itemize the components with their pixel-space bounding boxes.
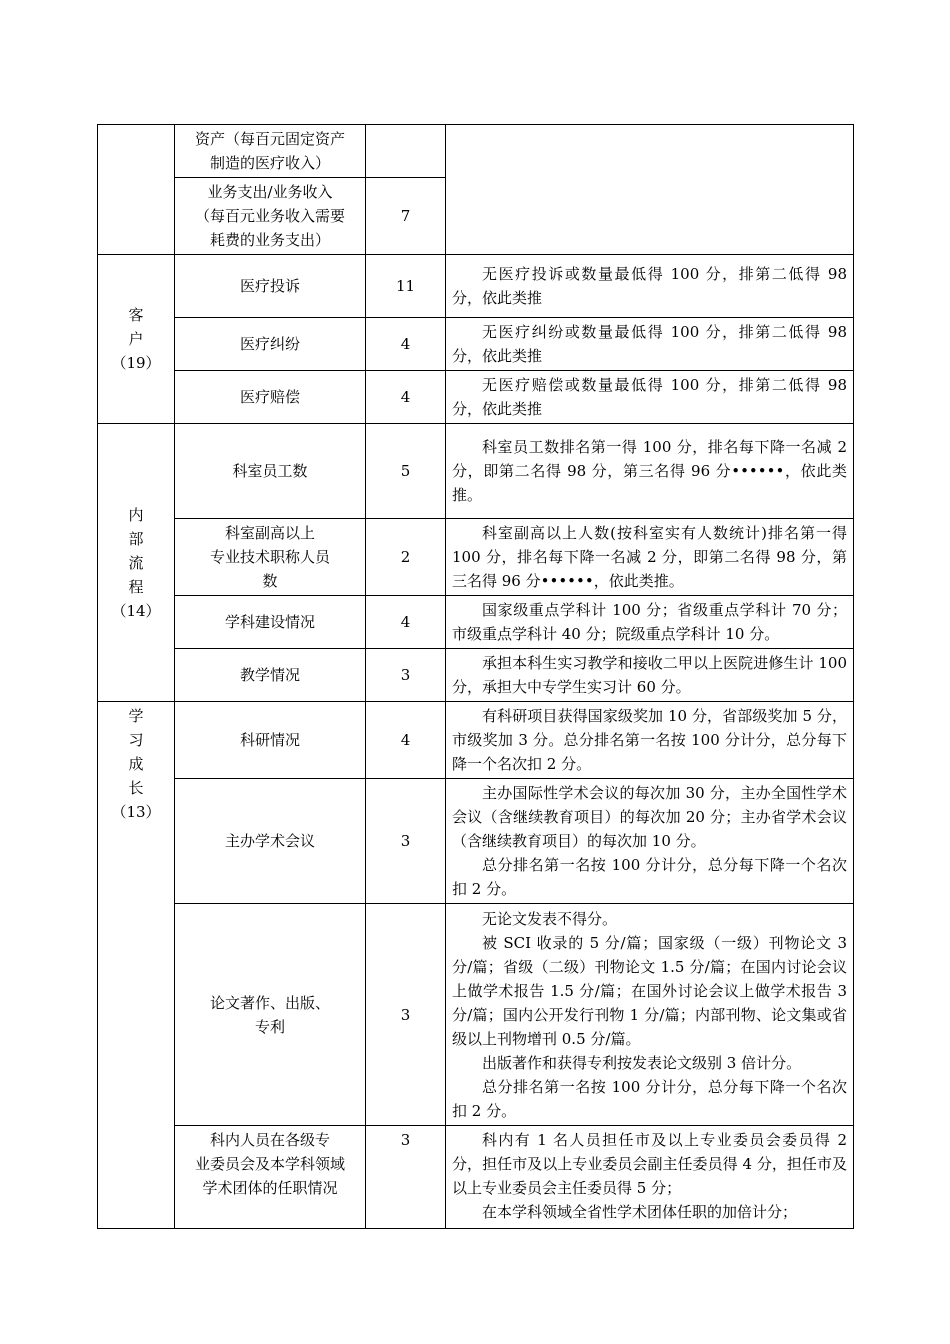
table-row	[98, 904, 854, 1126]
rule-cell: 科室副高以上人数(按科室实有人数统计)排名第一得 100 分，排名每下降一名减 2 分，即第二名得 98 分，第三名得 96 分••••••，依此类推。	[446, 519, 854, 596]
rule-cell: 国家级重点学科计 100 分；省级重点学科计 70 分；市级重点学科计 40 分；院级重点学科计 10 分。	[446, 596, 854, 649]
indicator-cell: 科室员工数	[175, 424, 366, 519]
rule-cell: 无医疗投诉或数量最低得 100 分，排第二低得 98 分，依此类推	[446, 255, 854, 318]
table-row	[98, 255, 854, 318]
table-row	[98, 702, 854, 779]
weight-cell: 3	[366, 779, 446, 904]
weight-cell: 5	[366, 424, 446, 519]
category-cell-customer: 客 户 （19）	[98, 255, 175, 424]
weight-cell	[366, 125, 446, 178]
weight-cell: 3	[366, 649, 446, 702]
weight-cell: 11	[366, 255, 446, 318]
indicator-cell: 论文著作、出版、 专利	[175, 904, 366, 1126]
table-row	[98, 596, 854, 649]
table-row	[98, 519, 854, 596]
indicator-cell: 业务支出/业务收入 （每百元业务收入需要 耗费的业务支出）	[175, 178, 366, 255]
indicator-cell: 教学情况	[175, 649, 366, 702]
rule-cell: 无医疗赔偿或数量最低得 100 分，排第二低得 98 分，依此类推	[446, 371, 854, 424]
rule-cell: 有科研项目获得国家级奖加 10 分，省部级奖加 5 分，市级奖加 3 分。总分排名第一名按 100 分计分，总分每下降一个名次扣 2 分。	[446, 702, 854, 779]
table-row	[98, 649, 854, 702]
indicator-cell: 医疗赔偿	[175, 371, 366, 424]
table-row	[98, 1126, 854, 1229]
weight-cell: 7	[366, 178, 446, 255]
table-row	[98, 318, 854, 371]
table-row	[98, 371, 854, 424]
table-row	[98, 779, 854, 904]
table-row	[98, 424, 854, 519]
indicator-cell: 科内人员在各级专 业委员会及本学科领域 学术团体的任职情况	[175, 1126, 366, 1229]
rule-cell: 主办国际性学术会议的每次加 30 分，主办全国性学术会议（含继续教育项目）的每次加 20 分；主办省学术会议（含继续教育项目）的每次加 10 分。 总分排名第一名按 100 分计分，总分每下降一个名次扣 2 分。	[446, 779, 854, 904]
rule-cell: 无论文发表不得分。 被 SCI 收录的 5 分/篇；国家级（一级）刊物论文 3 分/篇；省级（二级）刊物论文 1.5 分/篇；在国内讨论会议上做学术报告 1.5 分/篇；在国外讨论会议上做学术报告 3 分/篇；国内公开发行刊物 1 分/篇；内部刊物、论文集或省级以上刊物增刊 0.5 分/篇。 出版著作和获得专利按发表论文级别 3 倍计分。 总分排名第一名按 100 分计分，总分每下降一个名次扣 2 分。	[446, 904, 854, 1126]
weight-cell: 3	[366, 904, 446, 1126]
weight-cell: 2	[366, 519, 446, 596]
indicator-cell: 医疗纠纷	[175, 318, 366, 371]
category-cell-process: 内 部 流 程 （14）	[98, 424, 175, 702]
rule-cell: 科室员工数排名第一得 100 分，排名每下降一名减 2 分，即第二名得 98 分，第三名得 96 分••••••，依此类推。	[446, 424, 854, 519]
weight-cell: 4	[366, 371, 446, 424]
rule-cell: 科内有 1 名人员担任市及以上专业委员会委员得 2 分，担任市及以上专业委员会副主任委员得 4 分，担任市及以上专业委员会主任委员得 5 分； 在本学科领域全省性学术团体任职的加倍计分；	[446, 1126, 854, 1229]
rule-cell: 无医疗纠纷或数量最低得 100 分，排第二低得 98 分，依此类推	[446, 318, 854, 371]
table-row	[98, 125, 854, 178]
evaluation-table	[97, 124, 854, 1229]
rule-cell	[446, 125, 854, 255]
indicator-cell: 科研情况	[175, 702, 366, 779]
category-cell-learning: 学 习 成 长 （13）	[98, 702, 175, 1229]
category-cell-finance	[98, 125, 175, 255]
indicator-cell: 主办学术会议	[175, 779, 366, 904]
indicator-cell: 学科建设情况	[175, 596, 366, 649]
weight-cell: 4	[366, 596, 446, 649]
indicator-cell: 医疗投诉	[175, 255, 366, 318]
weight-cell: 4	[366, 318, 446, 371]
indicator-cell: 科室副高以上 专业技术职称人员 数	[175, 519, 366, 596]
rule-cell: 承担本科生实习教学和接收二甲以上医院进修生计 100 分，承担大中专学生实习计 60 分。	[446, 649, 854, 702]
weight-cell: 3	[366, 1126, 446, 1229]
weight-cell: 4	[366, 702, 446, 779]
indicator-cell: 资产（每百元固定资产 制造的医疗收入）	[175, 125, 366, 178]
